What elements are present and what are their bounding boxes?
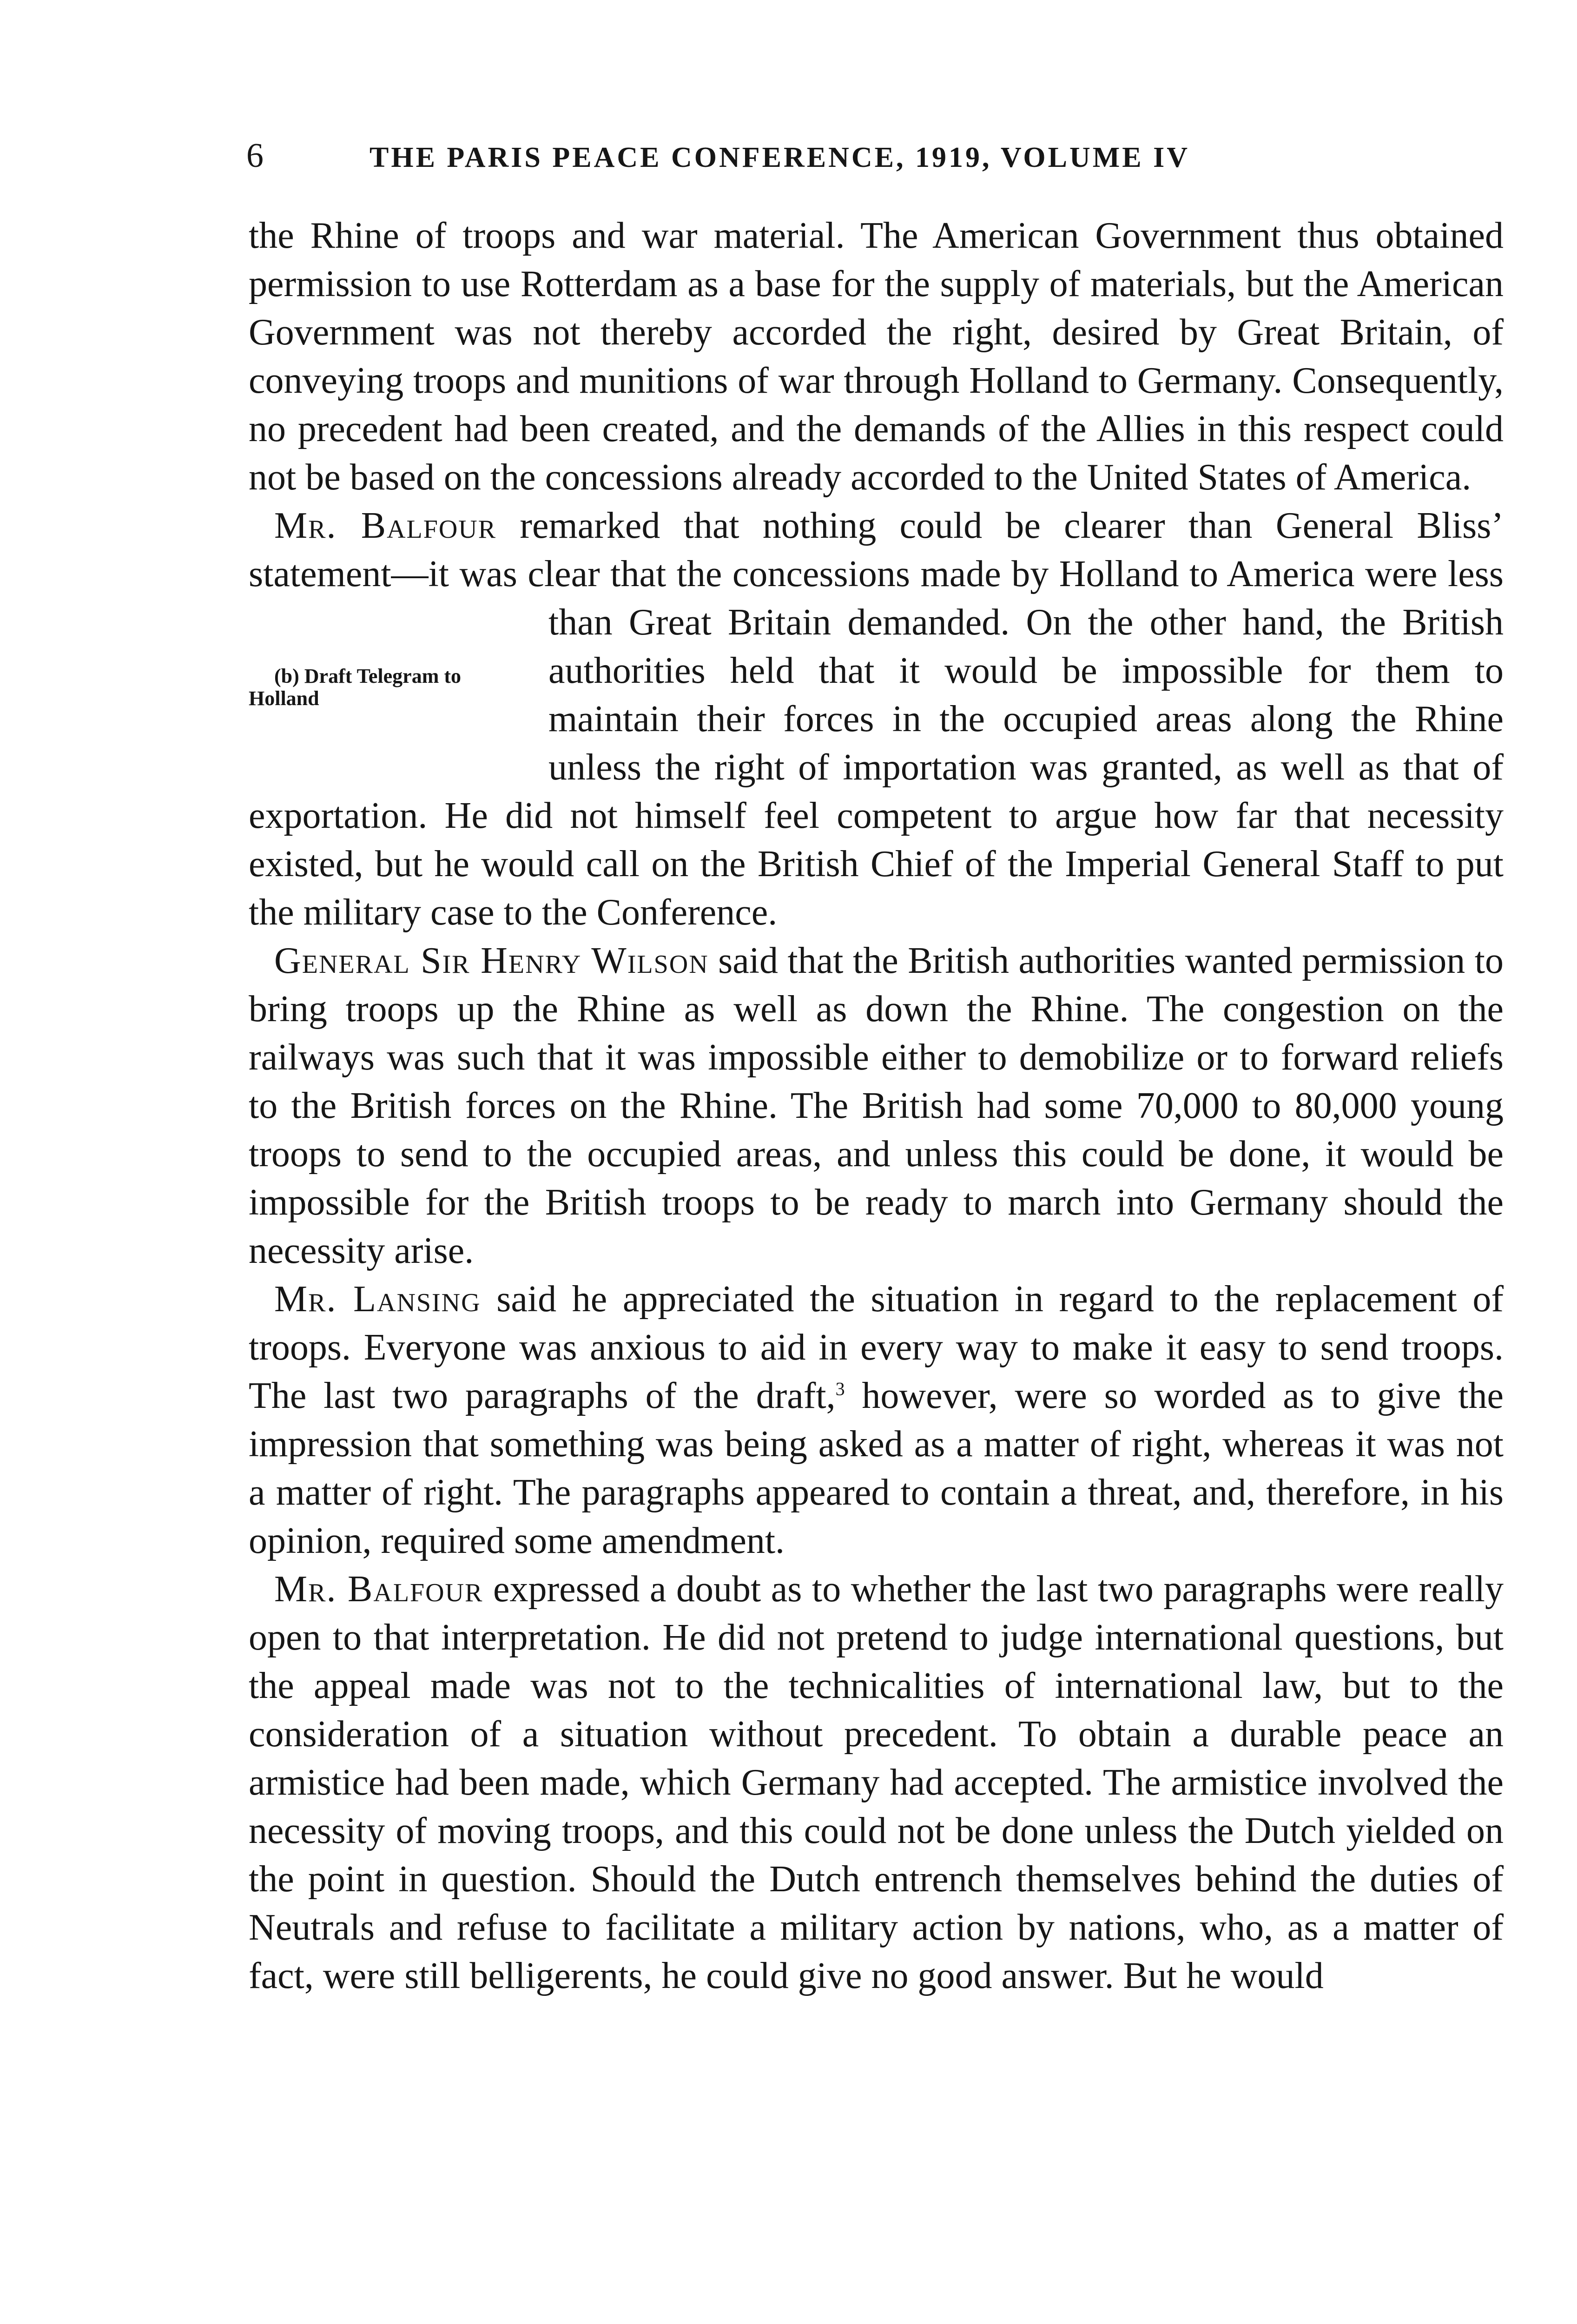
page-header — [246, 135, 1501, 181]
paragraph-text: said that the British authorities wanted permission to bring troops up the Rhine as well as down the Rhine. The congestion on the railways was such that it was impossible either to demobilize or to forward reliefs to the British forces on the Rhine. The British had some 70,000 to 80,000 young troops to send to the occupied areas, and unless this could be done, it would be impossible for the British troops to be ready to march into Germany should the necessity arise. — [249, 940, 1504, 1271]
running-head: THE PARIS PEACE CONFERENCE, 1919, VOLUME IV — [370, 142, 1190, 173]
paragraph-text: said he appreciated the situation in regard to the replacement of troops. Everyone was anxious to aid in every way to make it easy to send troops. The last two paragraphs of the draft, — [249, 1279, 1504, 1416]
speaker-name: Mr. Lansing — [274, 1279, 481, 1320]
paragraph-4 — [249, 1275, 1504, 1565]
paragraph-text: expressed a doubt as to whether the last two paragraphs were really open to that interpretation. He did not pretend to judge international questions, but the appeal made was not to the technicalities of international law, but to the consideration of a situation without precedent. To obtain a durable peace an armistice had been made, which Germany had accepted. The armistice involved the necessity of moving troops, and this could not be done unless the Dutch yielded on the point in question. Should the Dutch entrench themselves behind the duties of Neutrals and refuse to facilitate a military action by nations, who, as a matter of fact, were still belligerents, he could give no good answer. But he would — [249, 1569, 1504, 1996]
page-number: 6 — [246, 137, 264, 175]
paragraph-2 — [249, 502, 1504, 937]
speaker-name: Mr. Balfour — [274, 505, 497, 546]
footnote-reference[interactable]: 3 — [835, 1378, 845, 1400]
paragraph-text: remarked that nothing could be clearer than General Bliss’ statement—it was clear that the concessions made by Holland to — [249, 505, 1504, 594]
speaker-name: General Sir Henry Wilson — [274, 940, 709, 981]
paragraph-3 — [249, 937, 1504, 1275]
margin-note: (b) Draft Telegram to Holland — [249, 665, 462, 710]
paragraph-5 — [249, 1565, 1504, 2000]
paragraph-1: the Rhine of troops and war material. The American Government thus obtained permission to use Rotterdam as a base for the supply of materials, but the American Government was not thereby accorded the right, desired by Great Britain, of conveying troops and munitions of war through Holland to Germany. Consequently, no precedent had been created, and the demands of the Allies in this respect could not be based on the concessions already accorded to the United States of America. — [249, 215, 1504, 498]
paragraph-text: America were less than Great Britain demanded. On the other hand, the British authorities held that it would be impossible for them to maintain their forces in the occupied areas along the Rhine unless the right of importation was granted, as well as that of exportation. He did not himself feel competent to argue how far that necessity existed, but he would call on the British Chief of the Imperial General Staff to put the military case to the Conference. — [249, 554, 1504, 933]
speaker-name: Mr. Balfour — [274, 1569, 483, 1610]
paragraph-text: however, were so worded as to give the impression that something was being asked as a matter of right, whereas it was not a matter of right. The paragraphs appeared to contain a threat, and, therefore, in his opinion, required some amendment. — [249, 1375, 1504, 1561]
body-text — [249, 211, 1504, 2000]
